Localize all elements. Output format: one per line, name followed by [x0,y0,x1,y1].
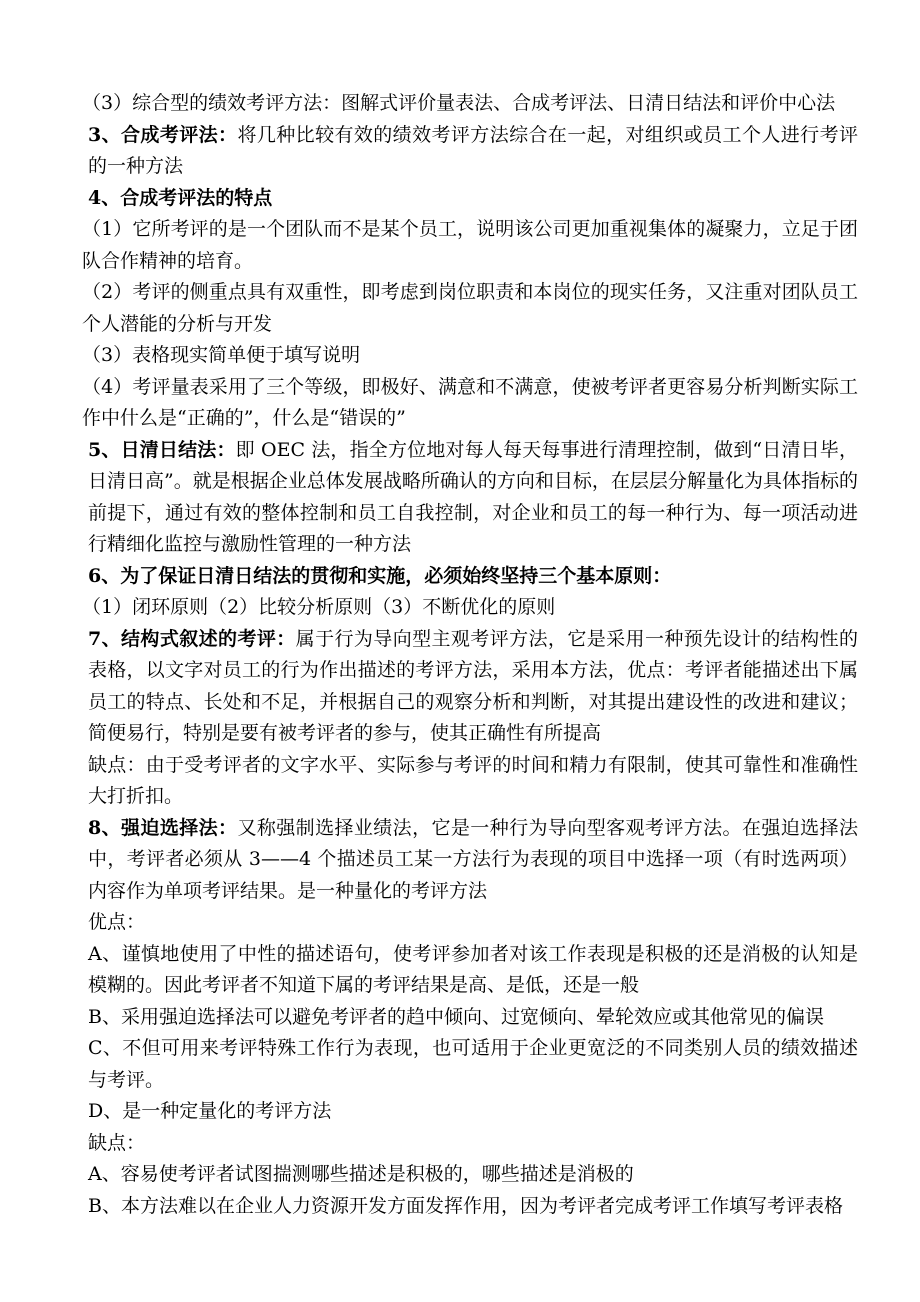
paragraph-text: （3）综合型的绩效考评方法：图解式评价量表法、合成考评法、日清日结法和评价中心法 [82,92,836,114]
document-body [82,88,858,1222]
paragraph-feature-2 [82,277,858,340]
paragraph-con-b [88,1191,858,1223]
paragraph-oec-principles [82,592,858,624]
paragraph-pro-b [88,1002,858,1034]
paragraph-con-a [88,1159,858,1191]
paragraph-text: 缺点： [88,1131,146,1154]
paragraph-text: C、不但可用来考评特殊工作行为表现，也可适用于企业更宽泛的不同类别人员的绩效描述与考评。 [88,1037,858,1091]
paragraph-text: D、是一种定量化的考评方法 [88,1100,332,1122]
section-heading: 8、强迫选择法： [88,816,238,839]
paragraph-text: 又称强制选择业绩法，它是一种行为导向型客观考评方法。在强迫选择法中，考评者必须从 3——4 个描述员工某一方法行为表现的项目中选择一项（有时选两项）内容作为单项考评结果。是一种量化的考评方法 [88,816,858,902]
paragraph-composite-features-heading [88,183,858,215]
paragraph-text: 将几种比较有效的绩效考评方法综合在一起，对组织或员工个人进行考评的一种方法 [88,123,858,177]
paragraph-composite-methods [82,88,858,120]
section-heading: 4、合成考评法的特点 [88,186,273,209]
paragraph-pro-a [88,939,858,1002]
paragraph-text: （4）考评量表采用了三个等级，即极好、满意和不满意，使被考评者更容易分析判断实际工作中什么是“正确的”，什么是“错误的” [82,375,858,429]
paragraph-oec-principles-heading [88,561,858,593]
paragraph-feature-3 [82,340,858,372]
paragraph-feature-1 [82,214,858,277]
paragraph-forced-choice [88,813,858,908]
paragraph-pros-label [88,907,858,939]
paragraph-cons-label [88,1128,858,1160]
paragraph-text: （3）表格现实简单便于填写说明 [82,344,361,366]
paragraph-text: A、谨慎地使用了中性的描述语句，使考评参加者对该工作表现是积极的还是消极的认知是模糊的。因此考评者不知道下属的考评结果是高、是低，还是一般 [88,942,858,996]
paragraph-feature-4 [82,372,858,435]
paragraph-text: （1）闭环原则（2）比较分析原则（3）不断优化的原则 [82,596,556,618]
paragraph-text: 优点： [88,911,146,933]
paragraph-text: B、本方法难以在企业人力资源开发方面发挥作用，因为考评者完成考评工作填写考评表格 [88,1194,843,1217]
paragraph-structured-narrative-cons [88,750,858,813]
section-heading: 6、为了保证日清日结法的贯彻和实施，必须始终坚持三个基本原则： [88,564,672,587]
paragraph-text: （1）它所考评的是一个团队而不是某个员工，说明该公司更加重视集体的凝聚力，立足于团队合作精神的培育。 [82,218,858,272]
paragraph-composite-evaluation [88,120,858,183]
paragraph-text: 缺点：由于受考评者的文字水平、实际参与考评的时间和精力有限制，使其可靠性和准确性大打折扣。 [88,753,858,807]
paragraph-text: A、容易使考评者试图揣测哪些描述是积极的，哪些描述是消极的 [88,1163,634,1185]
paragraph-text: 属于行为导向型主观考评方法，它是采用一种预先设计的结构性的表格，以文字对员工的行为作出描述的考评方法，采用本方法，优点：考评者能描述出下属员工的特点、长处和不足，并根据自己的观察分析和判断，对其提出建设性的改进和建议；简便易行，特别是要有被考评者的参与，使其正确性有所提高 [88,627,858,744]
paragraph-pro-c [88,1033,858,1096]
paragraph-text: （2）考评的侧重点具有双重性，即考虑到岗位职责和本岗位的现实任务，又注重对团队员工个人潜能的分析与开发 [82,281,858,335]
section-heading: 5、日清日结法： [88,438,236,461]
paragraph-structured-narrative [88,624,858,750]
paragraph-text: 即 OEC 法，指全方位地对每人每天每事进行清理控制，做到“日清日毕，日清日高”。就是根据企业总体发展战略所确认的方向和目标，在层层分解量化为具体指标的前提下，通过有效的整体控制和员工自我控制，对企业和员工的每一种行为、每一项活动进行精细化监控与激励性管理的一种方法 [88,438,858,555]
section-heading: 7、结构式叙述的考评： [88,627,296,650]
section-heading: 3、合成考评法： [88,123,238,146]
paragraph-oec-method [88,435,858,561]
paragraph-pro-d [88,1096,858,1128]
paragraph-text: B、采用强迫选择法可以避免考评者的趋中倾向、过宽倾向、晕轮效应或其他常见的偏误 [88,1005,824,1028]
